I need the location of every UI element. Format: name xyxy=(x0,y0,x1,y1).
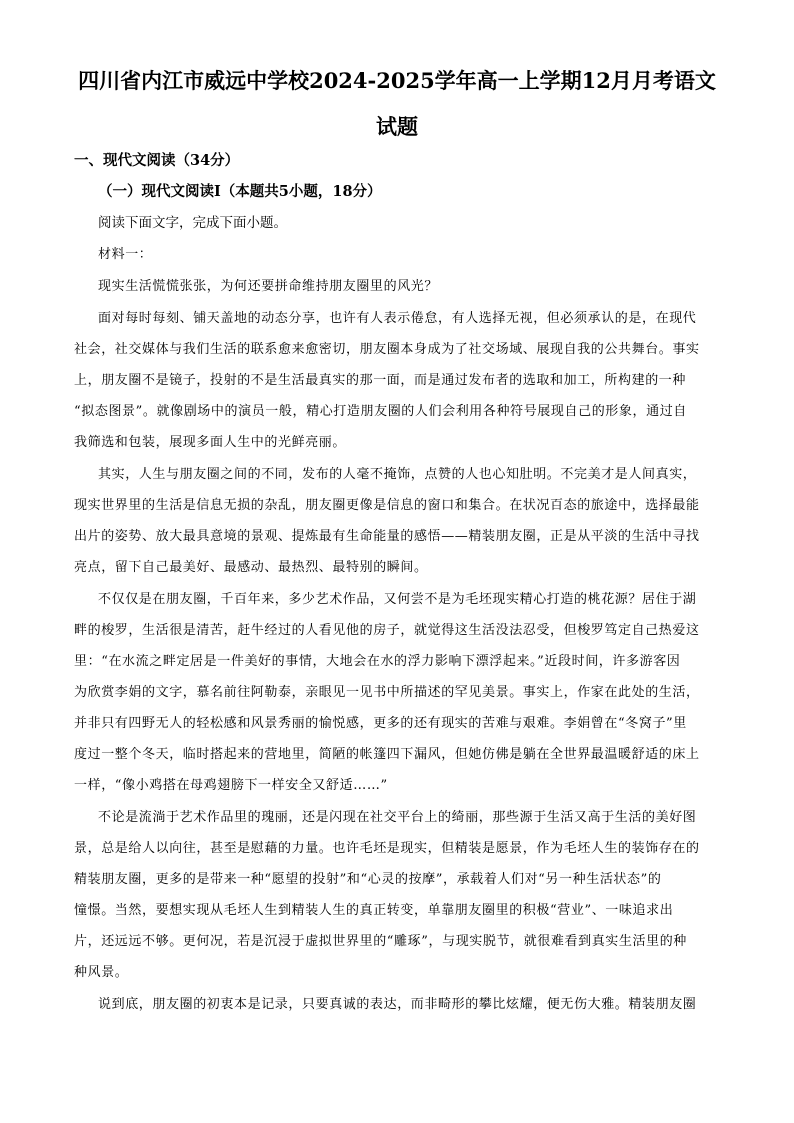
article-line: 里：“在水流之畔定居是一件美好的事情，大地会在水的浮力影响下漂浮起来。”近段时间，许多游客因 xyxy=(74,654,681,669)
reading-instruction: 阅读下面文字，完成下面小题。 xyxy=(98,215,287,231)
section-heading: 一、现代文阅读（34分） xyxy=(74,152,240,169)
article-line: “拟态图景”。就像剧场中的演员一般，精心打造朋友圈的人们会利用各种符号展现自己的形象，通过自 xyxy=(74,404,687,419)
subsection-heading: （一）现代文阅读Ⅰ（本题共5小题，18分） xyxy=(98,183,382,200)
article-line: 一样，“像小鸡搭在母鸡翅膀下一样安全又舒适……” xyxy=(74,778,388,793)
article-line: 并非只有四野无人的轻松感和风景秀丽的愉悦感，更多的还有现实的苦难与艰难。李娟曾在“冬窝子”里 xyxy=(74,716,687,731)
article-line: 为欣赏李娟的文字，慕名前往阿勒泰，亲眼见一见书中所描述的罕见美景。事实上，作家在此处的生活， xyxy=(74,685,700,700)
article-line: 精装朋友圈，更多的是带来一种“愿望的投射”和“心灵的按摩”，承载着人们对“另一种生活状态”的 xyxy=(74,872,662,887)
article-line: 出片的姿势、放大最具意境的景观、提炼最有生命能量的感悟——精装朋友圈，正是从平淡的生活中寻找 xyxy=(74,529,700,544)
document-title-line-1: 四川省内江市威远中学校2024-2025学年高一上学期12月月考语文 xyxy=(78,68,716,93)
article-line: 憧憬。当然，要想实现从毛坯人生到精装人生的真正转变，单靠朋友圈里的积极“营业”、一味追求出 xyxy=(74,903,674,918)
article-line: 度过一整个冬天，临时搭起来的营地里，简陋的帐篷四下漏风，但她仿佛是躺在全世界最温暖舒适的床上 xyxy=(74,747,700,762)
article-line: 景，总是给人以向往，甚至是慰藉的力量。也许毛坯是现实，但精装是愿景，作为毛坯人生的装饰存在的 xyxy=(74,841,700,856)
article-line: 种风景。 xyxy=(74,965,129,980)
article-line: 不论是流淌于艺术作品里的瑰丽，还是闪现在社交平台上的绮丽，那些源于生活又高于生活的美好图 xyxy=(98,810,697,825)
article-line: 我筛选和包装，展现多面人生中的光鲜亮丽。 xyxy=(74,435,347,450)
article-line: 现实世界里的生活是信息无损的杂乱，朋友圈更像是信息的窗口和集合。在状况百态的旅途中，选择最能 xyxy=(74,498,700,513)
article-line: 畔的梭罗，生活很是清苦，赶牛经过的人看见他的房子，就觉得这生活没法忍受，但梭罗笃定自己热爱这 xyxy=(74,623,700,638)
article-line: 其实，人生与朋友圈之间的不同，发布的人毫不掩饰，点赞的人也心知肚明。不完美才是人间真实， xyxy=(98,467,697,482)
article-line: 说到底，朋友圈的初衷本是记录，只要真诚的表达，而非畸形的攀比炫耀，便无伤大雅。精装朋友圈 xyxy=(98,997,697,1012)
article-line: 面对每时每刻、铺天盖地的动态分享，也许有人表示倦怠，有人选择无视，但必须承认的是，在现代 xyxy=(98,311,697,326)
article-line: 片，还远远不够。更何况，若是沉浸于虚拟世界里的“雕琢”，与现实脱节，就很难看到真实生活里的种 xyxy=(74,934,687,949)
article-line: 亮点，留下自己最美好、最感动、最热烈、最特别的瞬间。 xyxy=(74,560,428,575)
article-line: 社会，社交媒体与我们生活的联系愈来愈密切，朋友圈本身成为了社交场域、展现自我的公共舞台。事实 xyxy=(74,342,700,357)
article-line: 现实生活慌慌张张，为何还要拼命维持朋友圈里的风光？ xyxy=(98,279,439,294)
article-line: 上，朋友圈不是镜子，投射的不是生活最真实的那一面，而是通过发布者的选取和加工，所构建的一种 xyxy=(74,373,687,388)
document-title-line-2: 试题 xyxy=(376,114,418,139)
article-line: 不仅仅是在朋友圈，千百年来，多少艺术作品，又何尝不是为毛坯现实精心打造的桃花源？居住于湖 xyxy=(98,592,697,607)
material-label: 材料一： xyxy=(98,247,153,262)
